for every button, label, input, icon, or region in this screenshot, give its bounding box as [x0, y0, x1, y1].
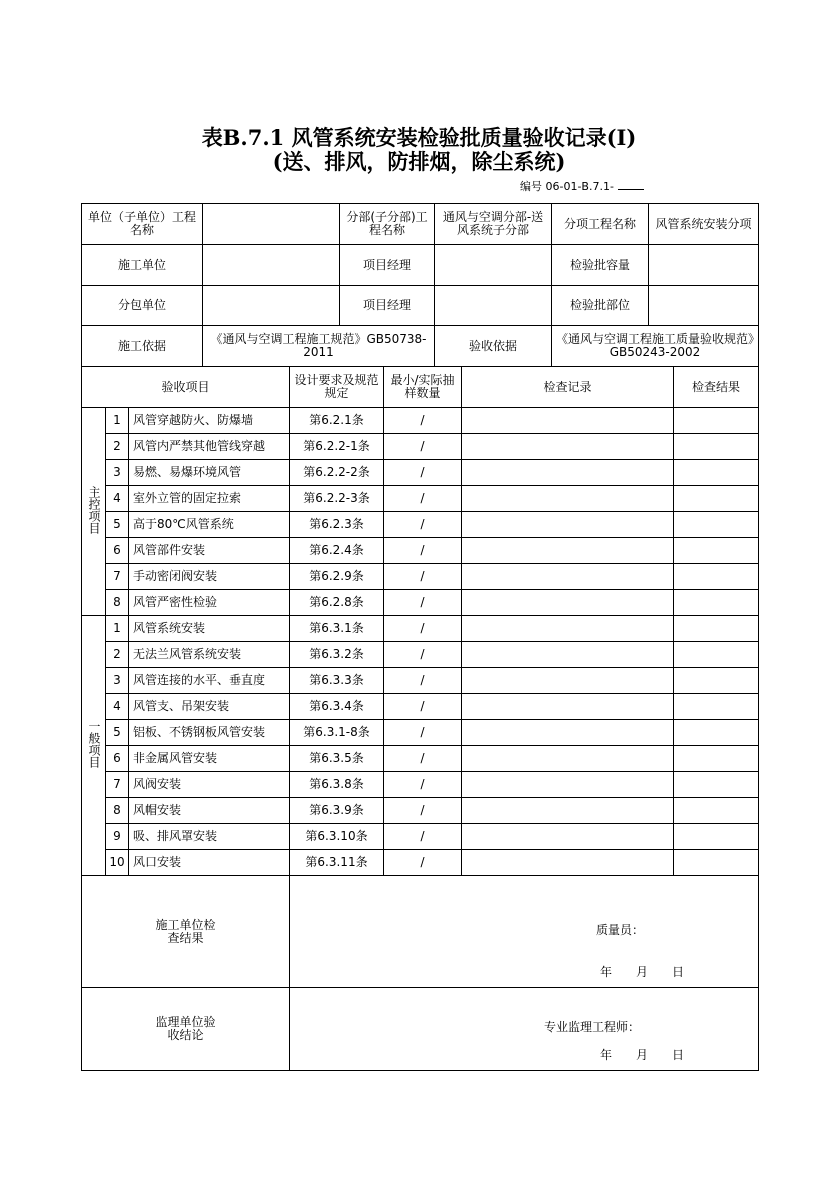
row-sample[interactable]: /: [384, 538, 462, 564]
form-code-label: 编号 06-01-B.7.1-: [520, 180, 614, 193]
row-result[interactable]: [674, 642, 759, 668]
row-item: 风管穿越防火、防爆墙: [129, 408, 290, 434]
row-sample[interactable]: /: [384, 798, 462, 824]
item-value[interactable]: 风管系统安装分项: [649, 204, 759, 245]
row-record[interactable]: [462, 720, 674, 746]
contractor-check-label: 施工单位检查结果: [82, 876, 290, 988]
row-record[interactable]: [462, 850, 674, 876]
pm2-label: 项目经理: [340, 286, 435, 326]
row-result[interactable]: [674, 434, 759, 460]
row-item: 易燃、易爆环境风管: [129, 460, 290, 486]
table-row: [82, 720, 759, 746]
unit-value[interactable]: [203, 204, 340, 245]
row-clause: 第6.3.9条: [290, 798, 384, 824]
row-item: 手动密闭阀安装: [129, 564, 290, 590]
row-clause: 第6.2.2-3条: [290, 486, 384, 512]
supervisor-check-cell[interactable]: [290, 988, 759, 1071]
row-sample[interactable]: /: [384, 668, 462, 694]
title-line1: 表B.7.1 风管系统安装检验批质量验收记录(Ⅰ): [201, 125, 637, 150]
contractor-value[interactable]: [203, 245, 340, 286]
row-record[interactable]: [462, 616, 674, 642]
row-sample[interactable]: /: [384, 408, 462, 434]
row-record[interactable]: [462, 642, 674, 668]
row-sample[interactable]: /: [384, 590, 462, 616]
row-result[interactable]: [674, 616, 759, 642]
engineer-label: 专业监理工程师：: [544, 1020, 641, 1034]
table-row: [82, 408, 759, 434]
row-item: 铝板、不锈钢板风管安装: [129, 720, 290, 746]
table-row: [82, 850, 759, 876]
row-number: 8: [106, 590, 129, 616]
row-number: 7: [106, 772, 129, 798]
table-row: [82, 460, 759, 486]
sub-value[interactable]: [203, 286, 340, 326]
row-number: 6: [106, 746, 129, 772]
row-clause: 第6.2.2-2条: [290, 460, 384, 486]
row-record[interactable]: [462, 512, 674, 538]
row-result[interactable]: [674, 538, 759, 564]
header-sample: 最小/实际抽样数量: [384, 367, 462, 408]
row-result[interactable]: [674, 590, 759, 616]
row-number: 2: [106, 434, 129, 460]
pm-label: 项目经理: [340, 245, 435, 286]
row-result[interactable]: [674, 694, 759, 720]
row-sample[interactable]: /: [384, 850, 462, 876]
row-record[interactable]: [462, 746, 674, 772]
row-number: 7: [106, 564, 129, 590]
row-record[interactable]: [462, 408, 674, 434]
row-clause: 第6.3.5条: [290, 746, 384, 772]
item-label: 分项工程名称: [552, 204, 649, 245]
group-label: [82, 616, 106, 876]
unit-label: 单位（子单位）工程名称: [82, 204, 203, 245]
row-sample[interactable]: /: [384, 564, 462, 590]
header-result: 检查结果: [674, 367, 759, 408]
footer-table: [81, 875, 759, 1071]
row-record[interactable]: [462, 668, 674, 694]
table-row: [82, 512, 759, 538]
row-result[interactable]: [674, 824, 759, 850]
subdiv-value[interactable]: 通风与空调分部-送风系统子分部: [435, 204, 552, 245]
row-item: 风阀安装: [129, 772, 290, 798]
table-row: [82, 642, 759, 668]
row-clause: 第6.3.4条: [290, 694, 384, 720]
row-sample[interactable]: /: [384, 772, 462, 798]
row-record[interactable]: [462, 486, 674, 512]
row-item: 风管内严禁其他管线穿越: [129, 434, 290, 460]
row-result[interactable]: [674, 746, 759, 772]
pm2-value[interactable]: [435, 286, 552, 326]
row-record[interactable]: [462, 772, 674, 798]
row-result[interactable]: [674, 408, 759, 434]
header-item: 验收项目: [82, 367, 290, 408]
row-clause: 第6.3.1-8条: [290, 720, 384, 746]
row-clause: 第6.2.1条: [290, 408, 384, 434]
row-result[interactable]: [674, 564, 759, 590]
row-result[interactable]: [674, 720, 759, 746]
table-row: [82, 434, 759, 460]
row-item: 非金属风管安装: [129, 746, 290, 772]
row-item: 风帽安装: [129, 798, 290, 824]
table-row: [82, 538, 759, 564]
table-row: [82, 616, 759, 642]
row-sample[interactable]: /: [384, 720, 462, 746]
supervisor-check-label: 监理单位验收结论: [82, 988, 290, 1071]
table-row: [82, 486, 759, 512]
form-code-blank[interactable]: [618, 179, 644, 190]
row-clause: 第6.3.11条: [290, 850, 384, 876]
row-number: 8: [106, 798, 129, 824]
row-sample[interactable]: /: [384, 486, 462, 512]
row-record[interactable]: [462, 694, 674, 720]
table-row: [82, 564, 759, 590]
row-item: 风管系统安装: [129, 616, 290, 642]
title-line2: (送、排风，防排烟，除尘系统): [272, 149, 566, 174]
row-number: 5: [106, 512, 129, 538]
contractor-label: 施工单位: [82, 245, 203, 286]
row-sample[interactable]: /: [384, 616, 462, 642]
row-number: 1: [106, 616, 129, 642]
basis-value[interactable]: 《通风与空调工程施工规范》GB50738-2011: [203, 326, 435, 367]
table-row: [82, 746, 759, 772]
row-clause: 第6.2.8条: [290, 590, 384, 616]
row-sample[interactable]: /: [384, 694, 462, 720]
location-label: 检验批部位: [552, 286, 649, 326]
row-item: 无法兰风管系统安装: [129, 642, 290, 668]
row-number: 10: [106, 850, 129, 876]
items-table: [81, 366, 759, 876]
row-result[interactable]: [674, 460, 759, 486]
capacity-label: 检验批容量: [552, 245, 649, 286]
row-result[interactable]: [674, 772, 759, 798]
row-number: 4: [106, 694, 129, 720]
row-sample[interactable]: /: [384, 642, 462, 668]
row-number: 5: [106, 720, 129, 746]
row-result[interactable]: [674, 486, 759, 512]
table-row: [82, 824, 759, 850]
row-result[interactable]: [674, 668, 759, 694]
row-number: 9: [106, 824, 129, 850]
table-row: [82, 694, 759, 720]
info-table: [81, 203, 759, 367]
row-record[interactable]: [462, 564, 674, 590]
row-clause: 第6.2.9条: [290, 564, 384, 590]
row-record[interactable]: [462, 590, 674, 616]
date1: 年 月 日: [600, 965, 685, 979]
row-item: 室外立管的固定拉索: [129, 486, 290, 512]
row-item: 风管支、吊架安装: [129, 694, 290, 720]
row-clause: 第6.3.3条: [290, 668, 384, 694]
row-result[interactable]: [674, 512, 759, 538]
row-number: 6: [106, 538, 129, 564]
header-record: 检查记录: [462, 367, 674, 408]
row-clause: 第6.3.1条: [290, 616, 384, 642]
row-clause: 第6.3.10条: [290, 824, 384, 850]
row-item: 风管连接的水平、垂直度: [129, 668, 290, 694]
table-row: [82, 772, 759, 798]
row-number: 1: [106, 408, 129, 434]
row-result[interactable]: [674, 850, 759, 876]
date2: 年 月 日: [600, 1048, 685, 1062]
row-clause: 第6.3.8条: [290, 772, 384, 798]
row-sample[interactable]: /: [384, 746, 462, 772]
sub-label: 分包单位: [82, 286, 203, 326]
row-clause: 第6.2.3条: [290, 512, 384, 538]
table-row: [82, 668, 759, 694]
row-record[interactable]: [462, 798, 674, 824]
row-number: 2: [106, 642, 129, 668]
row-clause: 第6.3.2条: [290, 642, 384, 668]
row-item: 风管部件安装: [129, 538, 290, 564]
row-sample[interactable]: /: [384, 460, 462, 486]
row-item: 风口安装: [129, 850, 290, 876]
row-item: 风管严密性检验: [129, 590, 290, 616]
row-sample[interactable]: /: [384, 824, 462, 850]
row-number: 3: [106, 668, 129, 694]
group-label: [82, 408, 106, 616]
accept-basis-value[interactable]: 《通风与空调工程施工质量验收规范》GB50243-2002: [552, 326, 759, 367]
subdiv-label: 分部(子分部)工程名称: [340, 204, 435, 245]
form-code: [520, 178, 644, 194]
row-record[interactable]: [462, 460, 674, 486]
row-clause: 第6.2.2-1条: [290, 434, 384, 460]
row-record[interactable]: [462, 434, 674, 460]
row-item: 高于80℃风管系统: [129, 512, 290, 538]
row-item: 吸、排风罩安装: [129, 824, 290, 850]
row-number: 4: [106, 486, 129, 512]
row-sample[interactable]: /: [384, 434, 462, 460]
table-row: [82, 798, 759, 824]
table-row: [82, 590, 759, 616]
header-design: 设计要求及规范规定: [290, 367, 384, 408]
group-label-text: 主控项目: [87, 486, 101, 534]
row-sample[interactable]: /: [384, 512, 462, 538]
row-clause: 第6.2.4条: [290, 538, 384, 564]
contractor-check-cell[interactable]: [290, 876, 759, 988]
row-record[interactable]: [462, 824, 674, 850]
location-value[interactable]: [649, 286, 759, 326]
accept-basis-label: 验收依据: [435, 326, 552, 367]
row-number: 3: [106, 460, 129, 486]
basis-label: 施工依据: [82, 326, 203, 367]
qc-label: 质量员：: [596, 923, 645, 937]
capacity-value[interactable]: [649, 245, 759, 286]
row-record[interactable]: [462, 538, 674, 564]
row-result[interactable]: [674, 798, 759, 824]
pm-value[interactable]: [435, 245, 552, 286]
group-label-text: 一般项目: [87, 720, 101, 768]
